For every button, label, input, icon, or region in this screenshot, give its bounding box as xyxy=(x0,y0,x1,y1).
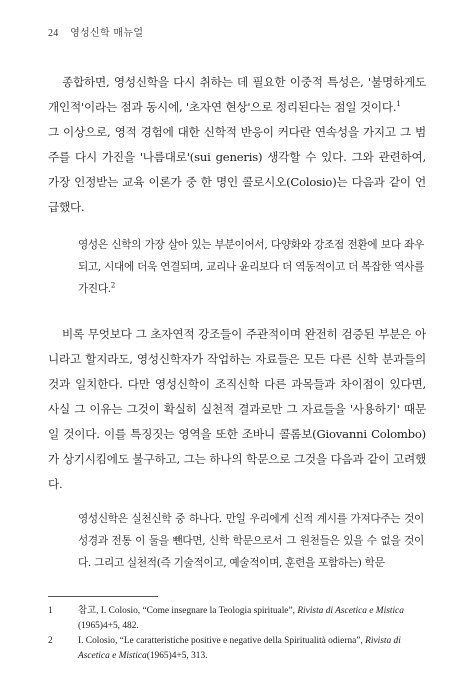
book-title: 영성신학 매뉴얼 xyxy=(70,28,144,39)
paragraph-colosio-intro: 그 이상으로, 영적 경험에 대한 신학적 반응이 커다란 연속성을 가지고 그 범주를 다시 가진을 '나름대로'(sui generis) 생각할 수 있다. 그와 관련하여, 가장 인정받는 교육 이론가 중 한 명인 콜로시오(Colosio)는 다음과 같이 언급했다. xyxy=(48,125,426,214)
footnote-2 xyxy=(48,634,426,664)
journal-title: Rivista di Ascetica e Mistica xyxy=(297,606,404,616)
footnotes xyxy=(48,604,426,664)
body-section-1 xyxy=(48,70,426,220)
footnote-1 xyxy=(48,604,426,634)
footnote-divider xyxy=(48,596,158,597)
running-header xyxy=(48,24,143,39)
footnote-number: 1 xyxy=(48,606,53,616)
paragraph-summary: 종합하면, 영성신학을 다시 취하는 데 필요한 이중적 특성은, '불명하게도 개인적'이라는 점과 동시에, '초자연 현상'으로 정리된다는 점일 것이다.$^1$ xyxy=(48,75,426,114)
footnote-text: I. Colosio, “Le caratteristiche positive e negative della Spiritualità odierna”, Rivista di Ascetica e Mistica(1965)4+5, 313. xyxy=(78,636,401,661)
page-number: 24 xyxy=(48,28,59,39)
journal-title: Rivista di Ascetica e Mistica xyxy=(78,636,401,661)
quote-text-1: 영성은 신학의 가장 살아 있는 부분이어서, 다양화와 강조점 전환에 보다 좌우되고, 시대에 더욱 연결되며, 교리나 윤리보다 더 역동적이고 더 복잡한 역사를 가진다. xyxy=(78,239,424,295)
block-quote-2 xyxy=(78,508,424,574)
quote-text-2: 영성신학은 실천신학 중 하나다. 만일 우리에게 신적 계시를 가져다주는 것이 성경과 전통 이 둘을 뺀다면, 신학 학문으로서 그 원천들은 있을 수 없을 것이다. 그리고 실천적(즉 기술적이고, 예술적이며, 훈련을 포함하는) 학문 xyxy=(78,513,424,569)
footnote-number: 2 xyxy=(48,636,53,646)
footnote-ref-2[interactable]: 2 xyxy=(110,281,116,290)
footnote-text: 참고, I. Colosio, “Come insegnare la Teologia spirituale”, Rivista di Ascetica e Mistica (1965)4+5, 482. xyxy=(78,606,404,631)
paragraph-colombo: 비록 무엇보다 그 초자연적 강조들이 주관적이며 완전히 검증된 부분은 아니라고 할지라도, 영성신학자가 작업하는 자료들은 모든 다른 신학 분과들의 것과 일치한다. 다만 영성신학이 조직신학 다른 과목들과 차이점이 있다면, 사실 그 이유는 그것이 확실히 실천적 결과로만 그 자료들을 '사용하기' 때문일 것이다. 이를 특징짓는 영역을 또한 조바니 콜롬보(Giovanni Colombo)가 상기시킴에도 불구하고, 그는 하나의 학문으로 그것을 다음과 같이 고려했다. xyxy=(48,327,426,491)
footnote-ref-1[interactable]: 1 xyxy=(396,100,401,109)
body-section-2 xyxy=(48,322,426,497)
block-quote-1 xyxy=(78,234,424,300)
